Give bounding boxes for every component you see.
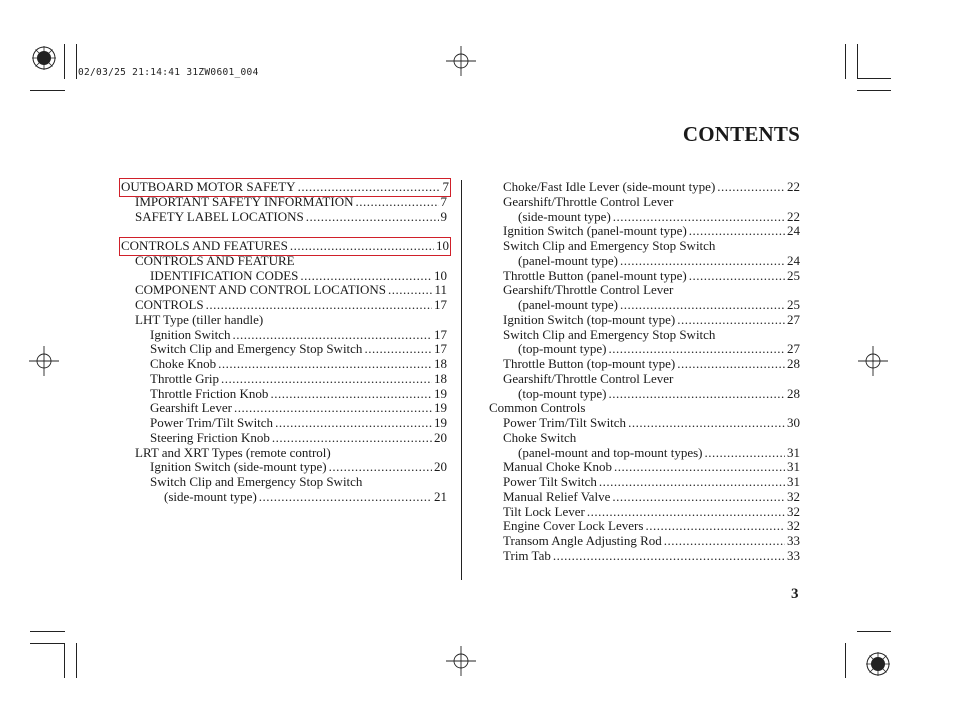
- toc-entry-page: 17: [434, 326, 447, 342]
- toc-left-column: [121, 180, 447, 505]
- toc-leader-dots: [259, 490, 432, 505]
- toc-entry-page: 19: [434, 400, 447, 416]
- toc-entry[interactable]: [489, 490, 800, 505]
- crop-line: [64, 643, 65, 678]
- toc-entry-title: (top-mount type): [518, 341, 607, 357]
- toc-entry-page: 27: [787, 341, 800, 357]
- toc-entry[interactable]: [489, 210, 800, 225]
- toc-leader-dots: [355, 195, 438, 210]
- toc-entry[interactable]: [489, 387, 800, 402]
- toc-entry[interactable]: [489, 313, 800, 328]
- toc-leader-dots: [608, 342, 785, 357]
- toc-entry-title: Switch Clip and Emergency Stop Switch: [503, 326, 716, 342]
- toc-leader-dots: [645, 519, 785, 534]
- toc-entry-page: 22: [787, 208, 800, 224]
- toc-leader-dots: [553, 549, 785, 564]
- toc-leader-dots: [275, 416, 432, 431]
- toc-entry[interactable]: [121, 283, 447, 298]
- toc-entry-title: Choke Knob: [150, 356, 217, 371]
- toc-entry-page: 17: [434, 297, 447, 312]
- crop-line: [30, 631, 65, 632]
- crop-line: [64, 44, 65, 79]
- toc-leader-dots: [290, 239, 434, 254]
- crosshair-bottom-icon: [446, 646, 476, 676]
- toc-entry[interactable]: [121, 195, 447, 210]
- toc-entry-title: Power Trim/Tilt Switch: [150, 415, 274, 430]
- toc-entry-title: Transom Angle Adjusting Rod: [503, 533, 662, 548]
- toc-leader-dots: [587, 505, 785, 520]
- toc-entry-page: 17: [434, 341, 447, 357]
- toc-entry-title: Manual Choke Knob: [503, 459, 613, 475]
- toc-leader-dots: [206, 298, 432, 313]
- toc-entry-page: 30: [787, 415, 800, 430]
- toc-entry[interactable]: [489, 298, 800, 313]
- toc-entry-title: SAFETY LABEL LOCATIONS: [135, 208, 304, 224]
- toc-leader-dots: [689, 224, 785, 239]
- toc-leader-dots: [620, 254, 785, 269]
- toc-leader-dots: [612, 490, 785, 505]
- toc-entry-title: (panel-mount and top-mount types): [518, 444, 703, 460]
- crop-line: [845, 44, 846, 79]
- toc-entry-page: 33: [787, 533, 800, 548]
- toc-entry-title: (side-mount type): [518, 208, 611, 224]
- toc-entry[interactable]: [489, 328, 800, 343]
- toc-leader-dots: [306, 210, 439, 225]
- toc-entry-page: 18: [434, 356, 447, 371]
- toc-entry-page: 24: [787, 252, 800, 268]
- toc-entry-title: Choke/Fast Idle Lever (side-mount type): [503, 179, 716, 194]
- toc-entry-title: OUTBOARD MOTOR SAFETY: [121, 179, 296, 194]
- toc-entry[interactable]: [489, 357, 800, 372]
- toc-leader-dots: [329, 460, 432, 475]
- toc-entry-title: Gearshift/Throttle Control Lever: [503, 193, 674, 209]
- registration-mark-top-left: [30, 44, 58, 72]
- toc-entry-title: Gearshift/Throttle Control Lever: [503, 370, 674, 386]
- toc-leader-dots: [270, 387, 432, 402]
- toc-entry[interactable]: [489, 224, 800, 239]
- toc-entry[interactable]: [121, 387, 447, 402]
- toc-entry-page: 33: [787, 547, 800, 563]
- toc-leader-dots: [599, 475, 785, 490]
- toc-entry[interactable]: [121, 431, 447, 446]
- crop-line: [76, 44, 77, 79]
- toc-entry-title: Throttle Grip: [150, 370, 219, 386]
- toc-section-heading[interactable]: [121, 180, 449, 195]
- toc-entry-page: 25: [787, 297, 800, 312]
- crop-line: [857, 78, 891, 79]
- toc-entry-title: Power Tilt Switch: [503, 474, 597, 489]
- toc-entry[interactable]: [121, 460, 447, 475]
- toc-entry-title: Throttle Button (panel-mount type): [503, 267, 687, 283]
- column-divider: [461, 180, 462, 580]
- toc-leader-dots: [272, 431, 432, 446]
- toc-entry[interactable]: [121, 269, 447, 284]
- toc-entry-page: 20: [434, 429, 447, 445]
- toc-leader-dots: [628, 416, 785, 431]
- crop-line: [857, 631, 891, 632]
- toc-entry-title: Throttle Friction Knob: [150, 385, 269, 401]
- toc-entry[interactable]: [489, 549, 800, 564]
- toc-entry-title: Engine Cover Lock Levers: [503, 518, 644, 534]
- toc-entry-title: Steering Friction Knob: [150, 429, 270, 445]
- toc-entry[interactable]: [489, 195, 800, 210]
- crop-line: [845, 643, 846, 678]
- toc-leader-dots: [613, 210, 785, 225]
- toc-entry-title: IMPORTANT SAFETY INFORMATION: [135, 193, 354, 209]
- toc-entry-title: Common Controls: [489, 400, 586, 416]
- toc-leader-dots: [388, 283, 432, 298]
- toc-leader-dots: [221, 372, 432, 387]
- toc-entry[interactable]: [489, 534, 800, 549]
- toc-entry[interactable]: [121, 342, 447, 357]
- toc-leader-dots: [677, 313, 785, 328]
- crop-line: [30, 643, 65, 644]
- print-header-code: 02/03/25 21:14:41 31ZW0601_004: [78, 67, 259, 78]
- toc-entry-page: 10: [434, 267, 447, 283]
- toc-leader-dots: [300, 269, 432, 284]
- page-title: CONTENTS: [682, 122, 800, 146]
- toc-leader-dots: [218, 357, 432, 372]
- toc-entry-title: (panel-mount type): [518, 252, 618, 268]
- crosshair-right-icon: [858, 346, 888, 376]
- toc-entry-page: 32: [787, 488, 800, 504]
- toc-entry-title: Switch Clip and Emergency Stop Switch: [503, 238, 716, 253]
- toc-leader-dots: [717, 180, 785, 195]
- toc-entry-page: 19: [434, 385, 447, 401]
- page-number: 3: [791, 586, 799, 602]
- toc-entry[interactable]: [489, 283, 800, 298]
- toc-entry[interactable]: [121, 210, 447, 225]
- toc-entry-title: Manual Relief Valve: [503, 488, 611, 504]
- toc-entry-title: (top-mount type): [518, 385, 607, 401]
- toc-spacer: [121, 224, 447, 239]
- toc-entry-title: Ignition Switch (panel-mount type): [503, 223, 687, 239]
- toc-entry-page: 18: [434, 370, 447, 386]
- toc-entry-title: Throttle Button (top-mount type): [503, 356, 676, 371]
- toc-entry[interactable]: [489, 460, 800, 475]
- toc-entry-page: 24: [787, 223, 800, 239]
- toc-entry[interactable]: [489, 239, 800, 254]
- toc-entry-page: 32: [787, 503, 800, 519]
- toc-entry-title: Ignition Switch (top-mount type): [503, 311, 676, 327]
- toc-leader-dots: [364, 342, 432, 357]
- toc-entry-page: 31: [787, 459, 800, 475]
- toc-entry[interactable]: [489, 372, 800, 387]
- toc-entry-title: Gearshift/Throttle Control Lever: [503, 282, 674, 298]
- toc-entry-title: Gearshift Lever: [150, 400, 232, 416]
- toc-entry[interactable]: [489, 180, 800, 195]
- toc-leader-dots: [608, 387, 785, 402]
- toc-leader-dots: [233, 328, 432, 343]
- toc-leader-dots: [664, 534, 785, 549]
- toc-entry-title: Switch Clip and Emergency Stop Switch: [150, 341, 363, 357]
- toc-entry-title: Power Trim/Tilt Switch: [503, 415, 627, 430]
- toc-entry-page: 20: [434, 459, 447, 475]
- toc-entry-title: Ignition Switch (side-mount type): [150, 459, 327, 475]
- toc-entry[interactable]: [121, 446, 447, 461]
- crop-line: [857, 90, 891, 91]
- toc-entry-page: 10: [436, 238, 449, 253]
- toc-entry-page: 22: [787, 179, 800, 194]
- toc-entry-page: 21: [434, 488, 447, 504]
- toc-entry[interactable]: [121, 328, 447, 343]
- toc-leader-dots: [614, 460, 785, 475]
- toc-leader-dots: [677, 357, 785, 372]
- toc-entry-title: Trim Tab: [503, 547, 551, 563]
- toc-entry[interactable]: [489, 416, 800, 431]
- toc-entry-page: 11: [434, 282, 447, 298]
- toc-entry[interactable]: [489, 269, 800, 284]
- crop-line: [857, 44, 858, 79]
- crop-line: [76, 643, 77, 678]
- toc-entry-title: Choke Switch: [503, 429, 577, 445]
- crosshair-top-icon: [446, 46, 476, 76]
- toc-entry[interactable]: [489, 431, 800, 446]
- toc-entry-title: COMPONENT AND CONTROL LOCATIONS: [135, 282, 386, 298]
- toc-entry-title: LHT Type (tiller handle): [135, 311, 264, 327]
- toc-entry-page: 27: [787, 311, 800, 327]
- toc-entry-page: 31: [787, 474, 800, 489]
- toc-entry[interactable]: [489, 446, 800, 461]
- toc-section-heading[interactable]: [121, 239, 449, 254]
- toc-entry-page: 9: [440, 208, 447, 224]
- toc-leader-dots: [689, 269, 785, 284]
- toc-entry[interactable]: [121, 313, 447, 328]
- toc-entry-page: 28: [787, 385, 800, 401]
- toc-leader-dots: [234, 401, 432, 416]
- toc-entry[interactable]: [121, 298, 447, 313]
- toc-entry[interactable]: [489, 342, 800, 357]
- toc-entry-title: CONTROLS AND FEATURES: [121, 238, 288, 253]
- toc-right-column: [489, 180, 800, 564]
- toc-entry-page: 7: [442, 179, 449, 194]
- toc-entry[interactable]: [121, 475, 447, 490]
- toc-leader-dots: [705, 446, 786, 461]
- toc-entry-page: 28: [787, 356, 800, 371]
- toc-entry-title: Tilt Lock Lever: [503, 503, 585, 519]
- toc-entry[interactable]: [489, 475, 800, 490]
- toc-entry-title: (panel-mount type): [518, 297, 618, 312]
- toc-entry-page: 19: [434, 415, 447, 430]
- toc-leader-dots: [298, 180, 441, 195]
- toc-entry-page: 25: [787, 267, 800, 283]
- toc-entry-page: 7: [440, 193, 447, 209]
- toc-entry-title: Ignition Switch: [150, 326, 231, 342]
- toc-leader-dots: [620, 298, 785, 313]
- toc-entry-page: 31: [787, 444, 800, 460]
- registration-mark-bottom-right: [864, 650, 892, 678]
- toc-entry[interactable]: [121, 372, 447, 387]
- toc-entry-title: Switch Clip and Emergency Stop Switch: [150, 474, 363, 489]
- toc-entry[interactable]: [121, 357, 447, 372]
- toc-entry-title: (side-mount type): [164, 488, 257, 504]
- toc-entry-page: 32: [787, 518, 800, 534]
- toc-entry[interactable]: [121, 401, 447, 416]
- toc-entry[interactable]: [489, 254, 800, 269]
- toc-entry[interactable]: [489, 519, 800, 534]
- toc-entry-title: IDENTIFICATION CODES: [150, 267, 299, 283]
- toc-entry-title: LRT and XRT Types (remote control): [135, 444, 331, 460]
- toc-entry-title: CONTROLS AND FEATURE: [135, 252, 295, 268]
- crop-line: [30, 90, 65, 91]
- toc-entry[interactable]: [489, 505, 800, 520]
- toc-entry[interactable]: [489, 401, 800, 416]
- toc-entry-title: CONTROLS: [135, 297, 204, 312]
- crosshair-left-icon: [29, 346, 59, 376]
- toc-entry[interactable]: [121, 254, 447, 269]
- toc-entry[interactable]: [121, 490, 447, 505]
- toc-entry[interactable]: [121, 416, 447, 431]
